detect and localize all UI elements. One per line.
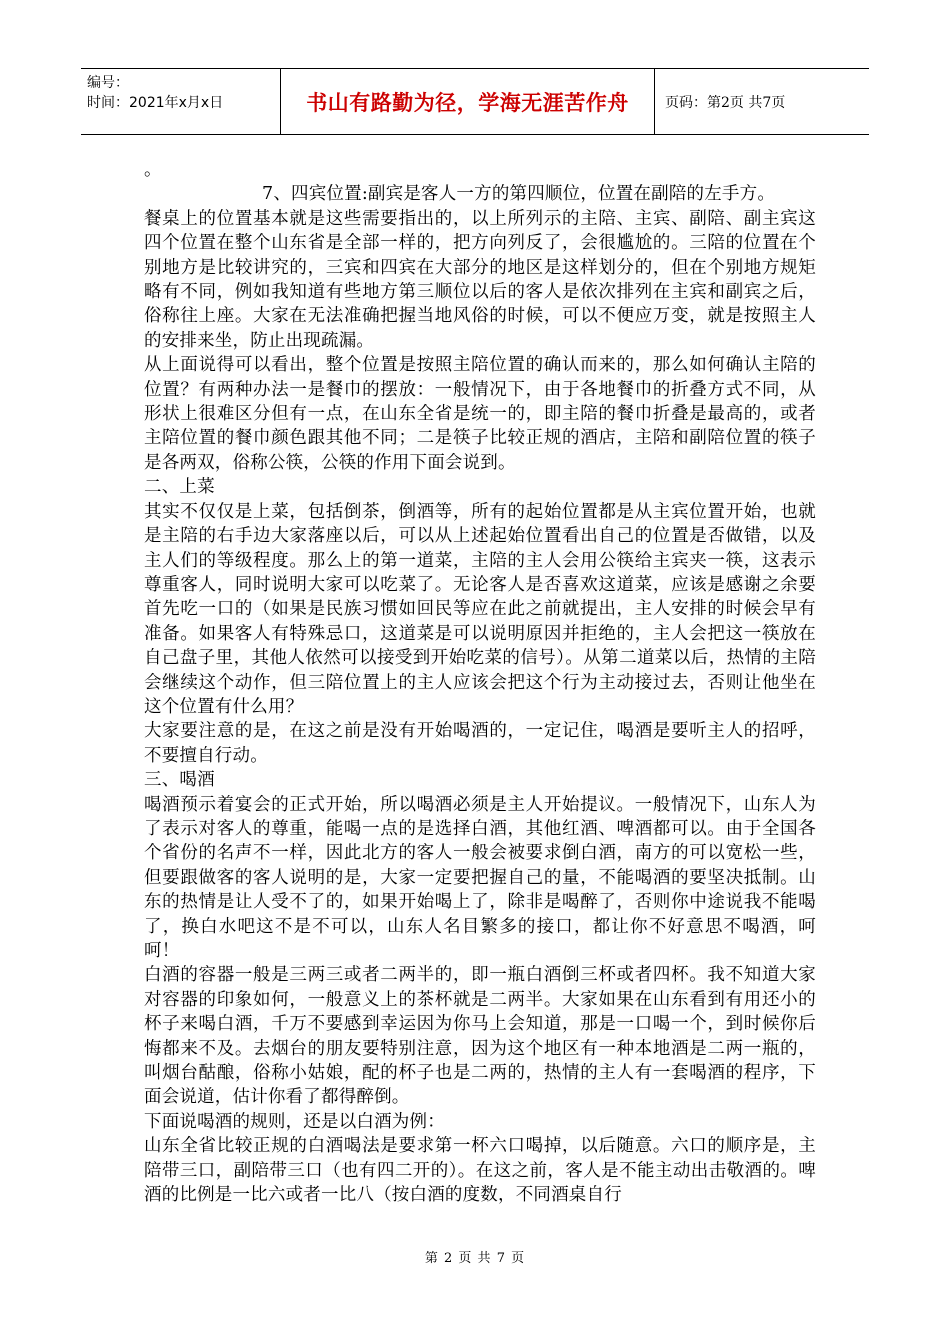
paragraph-seat-7: 7、四宾位置:副宾是客人一方的第四顺位，位置在副陪的左手方。: [262, 184, 776, 205]
paragraph-drinking-rules-intro: 下面说喝酒的规则，还是以白酒为例：: [144, 1111, 445, 1132]
section-heading-drinking: 三、喝酒: [144, 770, 215, 791]
page-header: [81, 68, 869, 135]
paragraph-serving: 其实不仅仅是上菜，包括倒茶，倒酒等，所有的起始位置都是从主宾位置开始，也就是主陪的右手边大家落座以后，可以从上述起始位置看出自己的位置是否做错，以及主人们的等级程度。那么上的第一道菜，主陪的主人会用公筷给主宾夹一筷，这表示尊重客人，同时说明大家可以吃菜了。无论客人是否喜欢这道菜，应该是感谢之余要首先吃一口的（如果是民族习惯如回民等应在此之前就提出，主人安排的时候会早有准备。如果客人有特殊忌口，这道菜是可以说明原因并拒绝的，主人会把这一筷放在自己盘子里，其他人依然可以接受到开始吃菜的信号）。从第二道菜以后，热情的主陪会继续这个动作，但三陪位置上的主人应该会把这个行为主动接过去，否则让他坐在这个位置有什么用？: [144, 501, 816, 717]
paragraph-drinking-rules: 山东全省比较正规的白酒喝法是要求第一杯六口喝掉，以后随意。六口的顺序是，主陪带三口，副陪带三口（也有四二开的）。在这之前，客人是不能主动出击敬酒的。啤酒的比例是一比六或者一比八（按白酒的度数，不同酒桌自行: [144, 1136, 816, 1206]
header-page-info: 页码：第2页 共7页: [665, 94, 786, 111]
paragraph-drinking: 喝酒预示着宴会的正式开始，所以喝酒必须是主人开始提议。一般情况下，山东人为了表示对客人的尊重，能喝一点的是选择白酒，其他红酒、啤酒都可以。由于全国各个省份的名声不一样，因此北方的客人一般会被要求倒白酒，南方的可以宽松一些，但要跟做客的客人说明的是，大家一定要把握自己的量，不能喝酒的要坚决抵制。山东的热情是让人受不了的，如果开始喝上了，除非是喝醉了，否则你中途说我不能喝了，换白水吧这不是不可以，山东人名目繁多的接口，都让你不好意思不喝酒，呵呵！: [144, 794, 816, 961]
header-motto: 书山有路勤为径，学海无涯苦作舟: [281, 69, 655, 134]
document-time-label: 时间：2021年x月x日: [87, 95, 224, 111]
paragraph-host-position: 从上面说得可以看出，整个位置是按照主陪位置的确认而来的，那么如何确认主陪的位置？有两种办法一是餐巾的摆放：一般情况下，由于各地餐巾的折叠方式不同，从形状上很难区分但有一点，在山东全省是统一的，即主陪的餐巾折叠是最高的，或者主陪位置的餐巾颜色跟其他不同；二是筷子比较正规的酒店，主陪和副陪位置的筷子是各两双，俗称公筷，公筷的作用下面会说到。: [144, 355, 816, 473]
document-body: [144, 158, 816, 1207]
paragraph-fragment: 。: [144, 160, 162, 180]
section-heading-serving: 二、上菜: [144, 477, 215, 498]
header-meta: [81, 69, 281, 134]
paragraph-serving-note: 大家要注意的是，在这之前是没有开始喝酒的，一定记住，喝酒是要听主人的招呼，不要擅自行动。: [144, 721, 816, 766]
document-number-label: 编号：: [87, 75, 129, 91]
paragraph-liquor-containers: 白酒的容器一般是三两三或者二两半的，即一瓶白酒倒三杯或者四杯。我不知道大家对容器的印象如何，一般意义上的茶杯就是二两半。大家如果在山东看到有用还小的杯子来喝白酒，千万不要感到幸运因为你马上会知道，那是一口喝一个，到时候你后悔都来不及。去烟台的朋友要特别注意，因为这个地区有一种本地酒是二两一瓶的，叫烟台酤酿，俗称小姑娘，配的杯子也是二两的，热情的主人有一套喝酒的程序，下面会说道，估计你看了都得醉倒。: [144, 965, 816, 1108]
paragraph-seat-summary: 餐桌上的位置基本就是这些需要指出的，以上所列示的主陪、主宾、副陪、副主宾这四个位置在整个山东省是全部一样的，把方向列反了，会很尴尬的。三陪的位置在个别地方是比较讲究的，三宾和四宾在大部分的地区是这样划分的，但在个别地方规矩略有不同，例如我知道有些地方第三顺位以后的客人是依次排列在主宾和副宾之后，俗称往上座。大家在无法准确把握当地风俗的时候，可以不便应万变，就是按照主人的安排来坐，防止出现疏漏。: [144, 208, 816, 351]
page-footer: 第 2 页 共 7 页: [424, 1251, 526, 1266]
